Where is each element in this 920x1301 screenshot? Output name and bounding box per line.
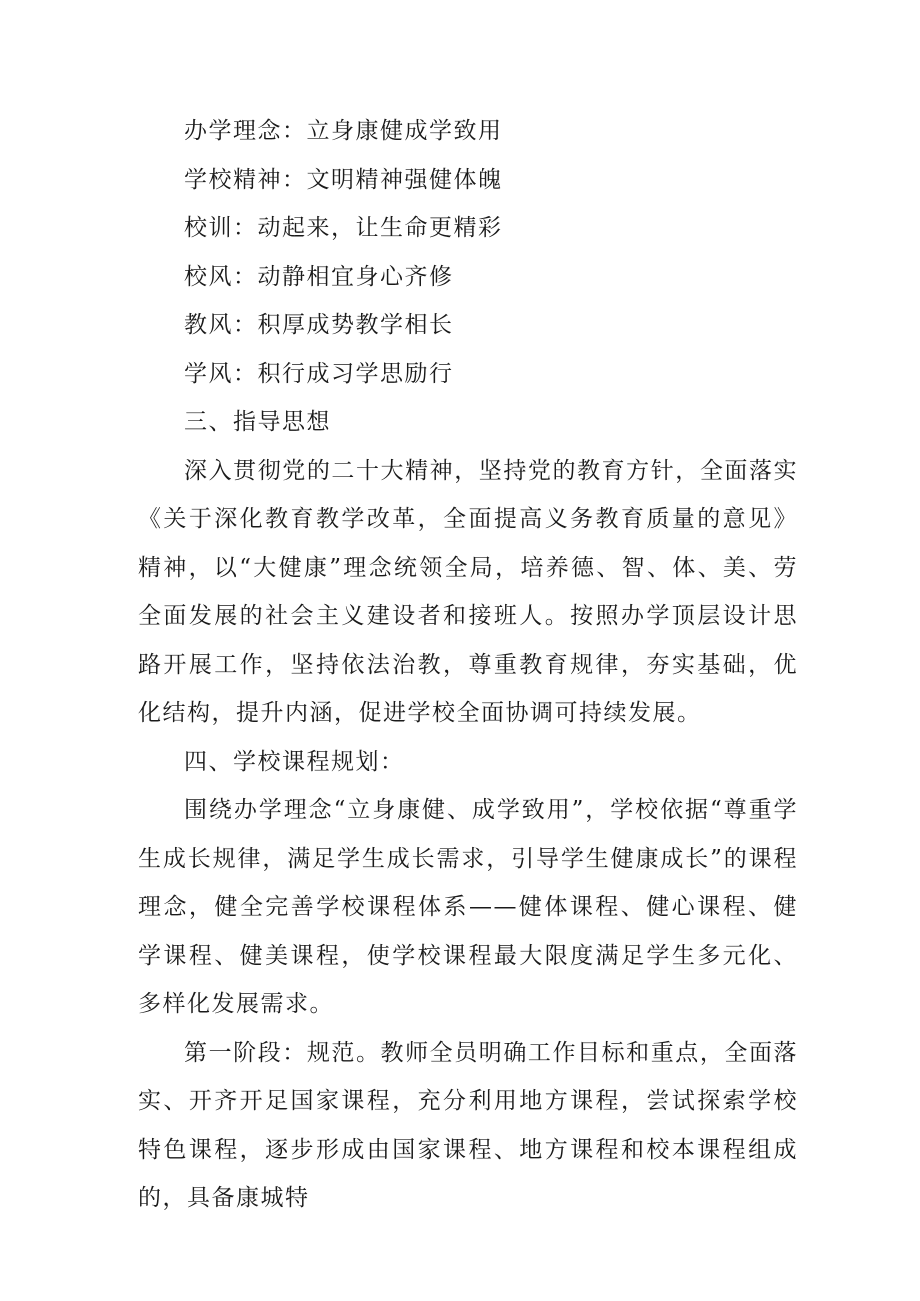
paragraph-stage-one: 第一阶段：规范。教师全员明确工作目标和重点，全面落实、开齐开足国家课程，充分利用地方课程，尝试探索学校特色课程，逐步形成由国家课程、地方课程和校本课程组成的，具备康城特 — [138, 1039, 798, 1211]
section-heading-curriculum-plan: 四、学校课程规划： — [184, 748, 405, 775]
motto-school-motto: 校训：动起来，让生命更精彩 — [184, 215, 503, 241]
motto-teaching-style: 教风：积厚成势教学相长 — [184, 312, 454, 338]
motto-school-philosophy: 办学理念：立身康健成学致用 — [184, 118, 503, 144]
motto-study-style: 学风：积行成习学思励行 — [184, 360, 454, 387]
paragraph-guiding-ideology: 深入贯彻党的二十大精神，坚持党的教育方针，全面落实《关于深化教育教学改革，全面提高义务教育质量的意见》精神，以“大健康”理念统领全局，培养德、智、体、美、劳全面发展的社会主义建设者和接班人。按照办学顶层设计思路开展工作，坚持依法治教，尊重教育规律，夯实基础，优化结构，提升内涵，促进学校全面协调可持续发展。 — [138, 457, 798, 726]
document-page — [138, 107, 798, 1223]
paragraph-curriculum-plan: 围绕办学理念“立身康健、成学致用”，学校依据“尊重学生成长规律，满足学生成长需求，引导学生健康成长”的课程理念，健全完善学校课程体系——健体课程、健心课程、健学课程、健美课程，使学校课程最大限度满足学生多元化、多样化发展需求。 — [138, 797, 798, 1017]
motto-school-ethos: 校风：动静相宜身心齐修 — [184, 263, 454, 290]
motto-school-spirit: 学校精神：文明精神强健体魄 — [184, 166, 503, 193]
section-heading-guiding-ideology: 三、指导思想 — [184, 409, 331, 435]
